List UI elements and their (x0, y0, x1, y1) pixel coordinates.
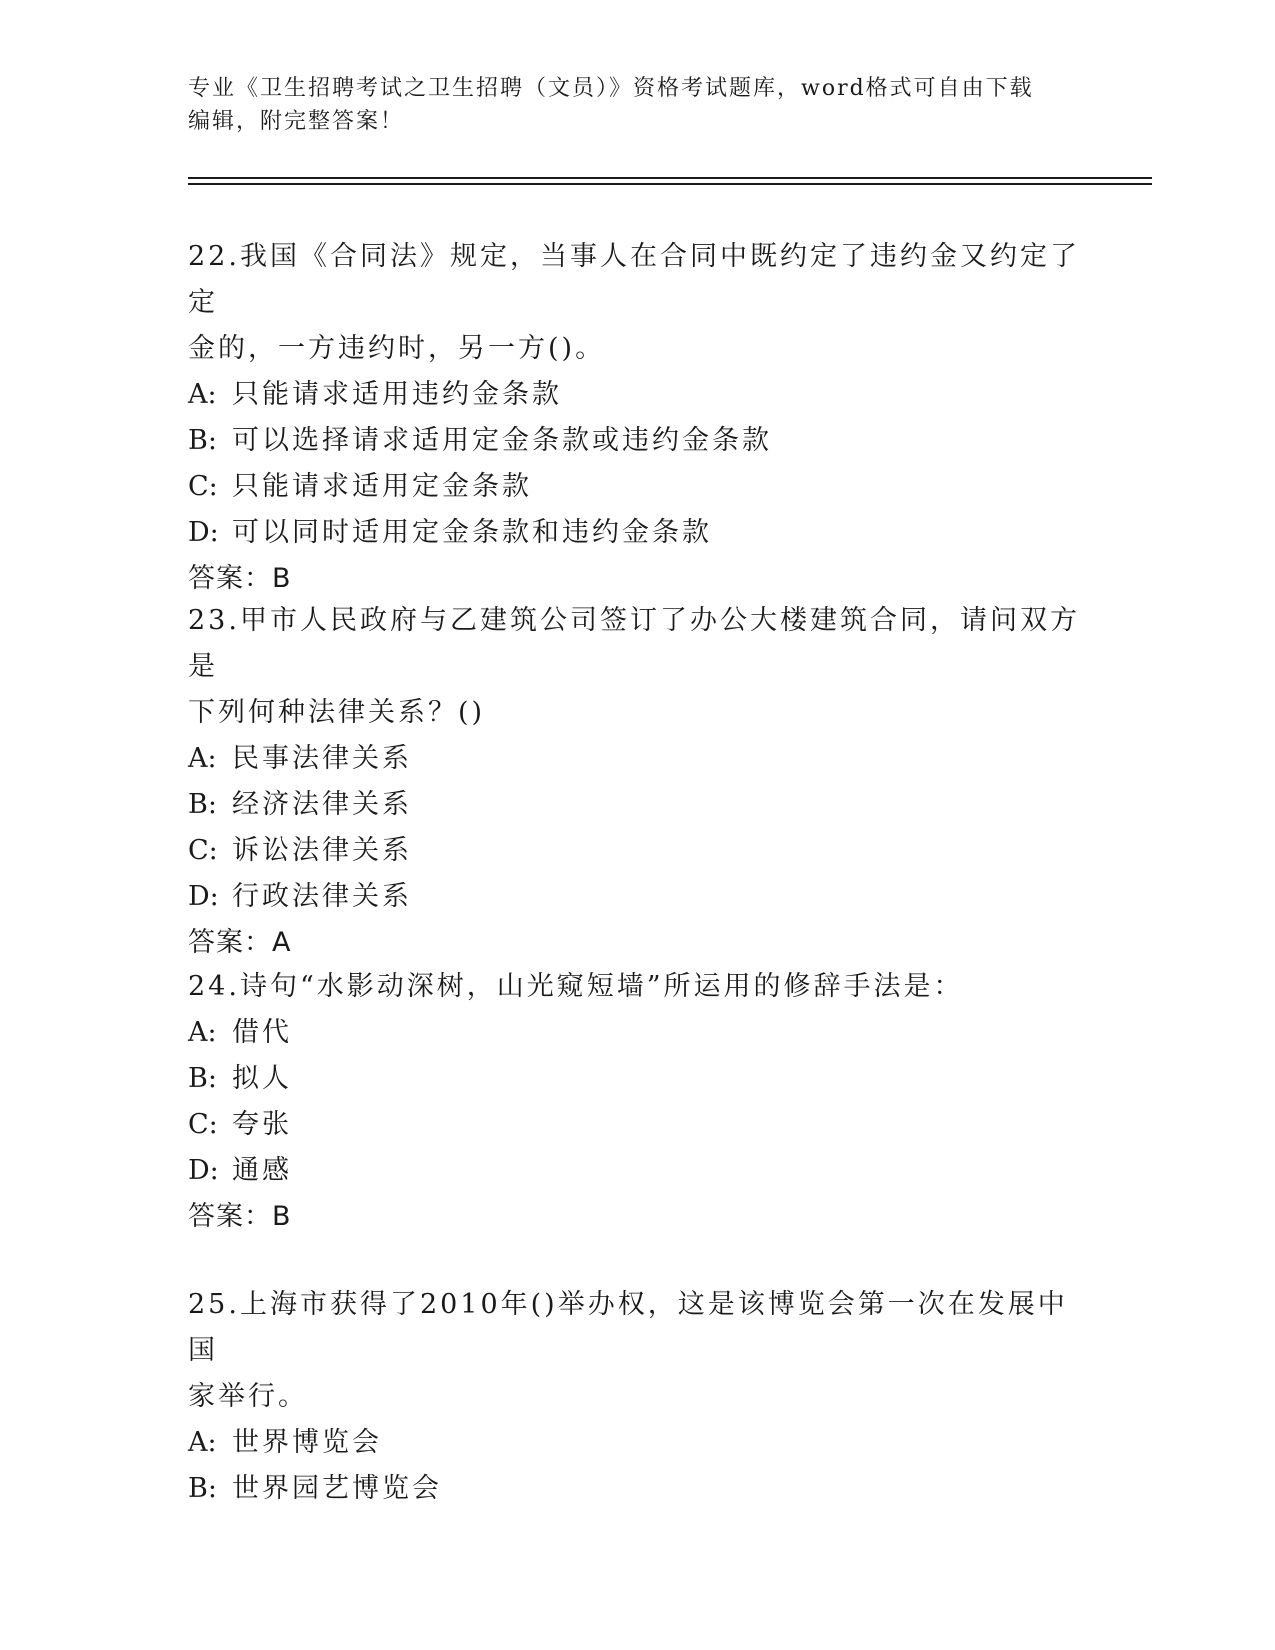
option-c (188, 828, 1088, 874)
option-a (188, 1010, 1088, 1056)
question-stem-line: 23.甲市人民政府与乙建筑公司签订了办公大楼建筑合同，请问双方是 (188, 605, 1080, 682)
option-text: 世界博览会 (232, 1427, 382, 1458)
question-stem (188, 598, 1088, 736)
option-text: 可以选择请求适用定金条款或违约金条款 (232, 425, 772, 456)
option-key: A: (188, 379, 217, 410)
option-text: 夸张 (232, 1109, 292, 1140)
option-d (188, 874, 1088, 920)
answer-line: 答案：B (188, 563, 292, 594)
question-stem (188, 234, 1088, 372)
question-stem-line: 22.我国《合同法》规定，当事人在合同中既约定了违约金又约定了定 (188, 241, 1080, 318)
question-24 (188, 964, 1088, 1240)
option-key: B: (188, 1473, 217, 1504)
option-text: 经济法律关系 (232, 789, 412, 820)
option-c (188, 464, 1088, 510)
option-a (188, 1420, 1088, 1466)
answer-line: 答案：A (188, 927, 292, 958)
question-stem-line: 24.诗句“水影动深树，山光窥短墙”所运用的修辞手法是： (188, 971, 964, 1002)
option-a (188, 736, 1088, 782)
question-stem (188, 1282, 1088, 1420)
option-text: 世界园艺博览会 (232, 1473, 442, 1504)
question-25 (188, 1282, 1088, 1512)
option-text: 拟人 (232, 1063, 292, 1094)
document-header (188, 72, 1088, 138)
option-b (188, 1056, 1088, 1102)
option-text: 只能请求适用违约金条款 (232, 379, 562, 410)
option-d (188, 510, 1088, 556)
question-22 (188, 234, 1088, 602)
option-key: D: (188, 1155, 219, 1186)
question-stem-line: 家举行。 (188, 1381, 308, 1412)
option-b (188, 418, 1088, 464)
option-b (188, 1466, 1088, 1512)
option-text: 通感 (232, 1155, 292, 1186)
option-key: A: (188, 1427, 217, 1458)
option-key: C: (188, 471, 218, 502)
option-text: 民事法律关系 (232, 743, 412, 774)
option-text: 可以同时适用定金条款和违约金条款 (232, 517, 712, 548)
option-key: C: (188, 835, 218, 866)
option-a (188, 372, 1088, 418)
question-stem-line: 25.上海市获得了2010年()举办权，这是该博览会第一次在发展中国 (188, 1289, 1068, 1366)
question-stem-line: 金的，一方违约时，另一方()。 (188, 333, 606, 364)
option-key: B: (188, 1063, 217, 1094)
option-key: C: (188, 1109, 218, 1140)
question-stem (188, 964, 1088, 1010)
option-text: 行政法律关系 (232, 881, 412, 912)
option-key: B: (188, 789, 217, 820)
answer-line: 答案：B (188, 1201, 292, 1232)
option-key: B: (188, 425, 217, 456)
header-line-1: 专业《卫生招聘考试之卫生招聘（文员）》资格考试题库，word格式可自由下载 (188, 76, 1034, 101)
option-c (188, 1102, 1088, 1148)
option-text: 诉讼法律关系 (232, 835, 412, 866)
question-23 (188, 598, 1088, 966)
header-divider-top (188, 177, 1152, 179)
option-b (188, 782, 1088, 828)
option-d (188, 1148, 1088, 1194)
header-line-2: 编辑，附完整答案！ (188, 109, 405, 134)
header-divider-bottom (188, 183, 1152, 185)
option-key: A: (188, 1017, 217, 1048)
question-stem-line: 下列何种法律关系？() (188, 697, 486, 728)
option-key: D: (188, 517, 219, 548)
option-text: 借代 (232, 1017, 292, 1048)
option-key: D: (188, 881, 219, 912)
option-key: A: (188, 743, 217, 774)
option-text: 只能请求适用定金条款 (232, 471, 532, 502)
